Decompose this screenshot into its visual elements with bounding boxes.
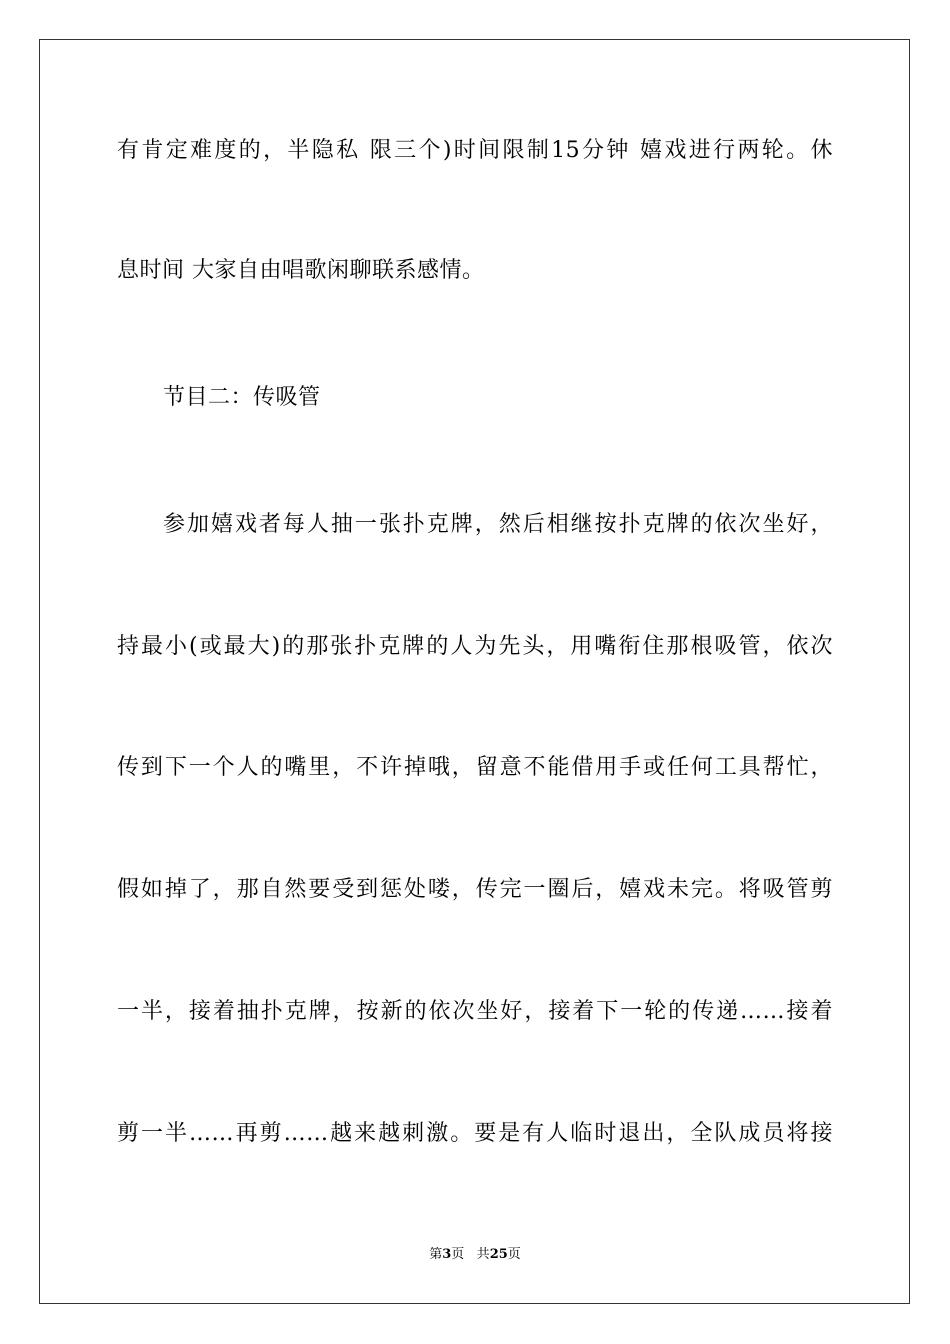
footer-page-suffix: 页: [451, 1247, 465, 1262]
footer-page-number: 3: [442, 1247, 452, 1262]
footer-total-pages: 25: [489, 1247, 508, 1262]
footer-total-suffix: 页: [507, 1247, 521, 1262]
page-border: [39, 39, 910, 1304]
footer-total-prefix: 共: [476, 1247, 490, 1262]
body-line-7: 假如掉了，那自然要受到惩处喽，传完一圈后，嬉戏未完。将吸管剪: [117, 877, 833, 902]
body-line-6: 传到下一个人的嘴里，不许掉哦，留意不能借用手或任何工具帮忙，: [117, 755, 833, 780]
page-footer: [0, 1246, 950, 1264]
body-line-4: 参加嬉戏者每人抽一张扑克牌，然后相继按扑克牌的依次坐好，: [163, 512, 833, 537]
body-line-9: 剪一半……再剪……越来越刺激。要是有人临时退出，全队成员将接: [117, 1121, 833, 1146]
footer-page-prefix: 第: [429, 1247, 443, 1262]
body-line-5: 持最小(或最大)的那张扑克牌的人为先头，用嘴衔住那根吸管，依次: [117, 634, 833, 659]
body-line-2: 息时间 大家自由唱歌闲聊联系感情。: [117, 258, 485, 283]
body-line-8: 一半，接着抽扑克牌，按新的依次坐好，接着下一轮的传递……接着: [117, 999, 833, 1024]
body-line-1: 有肯定难度的，半隐私 限三个)时间限制15分钟 嬉戏进行两轮。休: [117, 138, 833, 163]
section-heading: 节目二：传吸管: [163, 385, 321, 410]
